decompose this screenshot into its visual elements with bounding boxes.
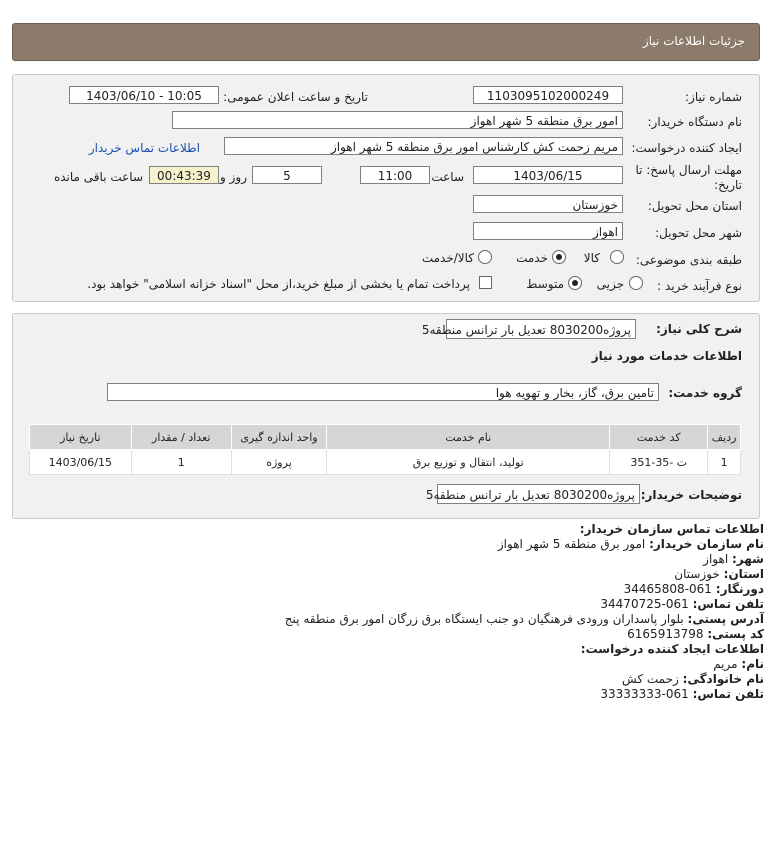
need-number-field: 1103095102000249 <box>473 86 623 104</box>
buyer-org-field: امور برق منطقه 5 شهر اهواز <box>172 111 623 129</box>
col-header-unit: واحد اندازه گیری <box>231 425 326 450</box>
city-field: اهواز <box>473 222 623 240</box>
cell-row-number: 1 <box>708 450 741 475</box>
cell-need-date: 1403/06/15 <box>30 450 132 475</box>
time-label: ساعت <box>431 170 464 184</box>
contact-province-value: خوزستان <box>674 567 720 581</box>
process-label: نوع فرآیند خرید : <box>657 279 742 293</box>
province-label: استان محل تحویل: <box>647 199 742 213</box>
deadline-label: مهلت ارسال پاسخ: تا تاریخ: <box>635 163 742 192</box>
page-title: جزئیات اطلاعات نیاز <box>642 34 745 48</box>
contact-org-value: امور برق منطقه 5 شهر اهواز <box>497 537 646 551</box>
treasury-payment-checkbox[interactable] <box>479 276 492 289</box>
announce-label: تاریخ و ساعت اعلان عمومی: <box>223 90 368 104</box>
table-row <box>30 450 741 475</box>
contact-province-label: استان: <box>723 567 764 581</box>
cell-service-code: ت -35-351 <box>610 450 708 475</box>
days-field: 5 <box>252 166 322 184</box>
contact-org-label: نام سازمان خریدار: <box>649 537 764 551</box>
category-radio-service[interactable] <box>552 250 566 264</box>
creator-family-line <box>622 672 764 686</box>
category-radio-goods[interactable] <box>610 250 624 264</box>
creator-name-value: مریم <box>713 657 738 671</box>
page-header <box>12 23 760 61</box>
summary-field: پروژه8030200 تعدیل بار ترانس منطقه5 <box>446 319 636 339</box>
col-header-need-date: تاریخ نیاز <box>30 425 132 450</box>
creator-label: ایجاد کننده درخواست: <box>631 141 742 155</box>
contact-phone-label: تلفن تماس: <box>692 597 764 611</box>
creator-phone-value: 061-33333333 <box>600 687 689 701</box>
col-header-service-name: نام خدمت <box>327 425 610 450</box>
contact-phone-value: 061-34470725 <box>600 597 689 611</box>
contact-postal-line <box>627 627 764 641</box>
creator-name-line <box>713 657 764 671</box>
contact-province-line <box>674 567 764 581</box>
contact-postal-value: 6165913798 <box>627 627 704 641</box>
city-label: شهر محل تحویل: <box>655 226 742 240</box>
process-option-medium: متوسط <box>526 277 564 291</box>
deadline-date-field: 1403/06/15 <box>473 166 623 184</box>
col-header-service-code: کد خدمت <box>610 425 708 450</box>
summary-label: شرح کلی نیاز: <box>656 322 742 336</box>
need-number-label: شماره نیاز: <box>685 90 742 104</box>
cell-unit: پروژه <box>231 450 326 475</box>
contact-address-label: آدرس پستی: <box>687 612 764 626</box>
contact-city-value: اهواز <box>703 552 729 566</box>
service-group-field: تامین برق، گاز، بخار و تهویه هوا <box>107 383 659 401</box>
contact-fax-label: دورنگار: <box>715 582 764 596</box>
cell-service-name: تولید، انتقال و توزیع برق <box>327 450 610 475</box>
deadline-time-field: 11:00 <box>360 166 430 184</box>
remaining-time-field: 00:43:39 <box>149 166 219 184</box>
creator-phone-line <box>600 687 764 701</box>
contact-city-line <box>703 552 764 566</box>
contact-postal-label: کد پستی: <box>707 627 764 641</box>
contact-fax-value: 061-34465808 <box>623 582 712 596</box>
category-option-service: خدمت <box>516 251 548 265</box>
remaining-label: ساعت باقی مانده <box>53 170 143 184</box>
buyer-org-label: نام دستگاه خریدار: <box>647 115 742 129</box>
contact-city-label: شهر: <box>732 552 764 566</box>
table-header-row <box>30 425 741 450</box>
contact-org-line <box>498 537 764 551</box>
days-label: روز و <box>220 170 247 184</box>
contact-fax-line <box>624 582 764 596</box>
col-header-quantity: تعداد / مقدار <box>131 425 231 450</box>
buyer-desc-label: توضیحات خریدار: <box>640 488 742 502</box>
col-header-row-number: ردیف <box>708 425 741 450</box>
contact-phone-line <box>600 597 764 611</box>
creator-info-title: اطلاعات ایجاد کننده درخواست: <box>580 642 764 656</box>
creator-field: مریم زحمت کش کارشناس امور برق منطقه 5 شهر اهواز <box>224 137 623 155</box>
category-radio-goods-service[interactable] <box>478 250 492 264</box>
category-option-goods-service: کالا/خدمت <box>421 251 474 265</box>
contact-address-line <box>285 612 764 626</box>
services-title: اطلاعات خدمات مورد نیاز <box>591 349 742 363</box>
process-radio-minor[interactable] <box>629 276 643 290</box>
creator-name-label: نام: <box>741 657 764 671</box>
contact-title: اطلاعات تماس سازمان خریدار: <box>579 522 764 536</box>
buyer-desc-field: پروژه8030200 تعدیل بار ترانس منطقه5 <box>437 484 640 504</box>
category-option-goods: کالا <box>583 251 600 265</box>
treasury-payment-note: پرداخت تمام یا بخشی از مبلغ خرید،از محل "اسناد خزانه اسلامی" خواهد بود. <box>87 277 470 291</box>
buyer-contact-link[interactable]: اطلاعات تماس خریدار <box>88 141 200 155</box>
creator-family-label: نام خانوادگی: <box>682 672 764 686</box>
cell-quantity: 1 <box>131 450 231 475</box>
process-radio-medium[interactable] <box>568 276 582 290</box>
province-field: خوزستان <box>473 195 623 213</box>
creator-phone-label: تلفن تماس: <box>692 687 764 701</box>
category-label: طبقه بندی موضوعی: <box>635 253 742 267</box>
service-group-label: گروه خدمت: <box>668 386 742 400</box>
announce-field: 1403/06/10 - 10:05 <box>69 86 219 104</box>
creator-family-value: زحمت کش <box>622 672 679 686</box>
contact-address-value: بلوار پاسداران ورودی فرهنگیان دو جنب ایستگاه برق زرگان امور برق منطقه پنج <box>284 612 684 626</box>
process-option-minor: جزیی <box>596 277 624 291</box>
services-table <box>29 424 741 475</box>
